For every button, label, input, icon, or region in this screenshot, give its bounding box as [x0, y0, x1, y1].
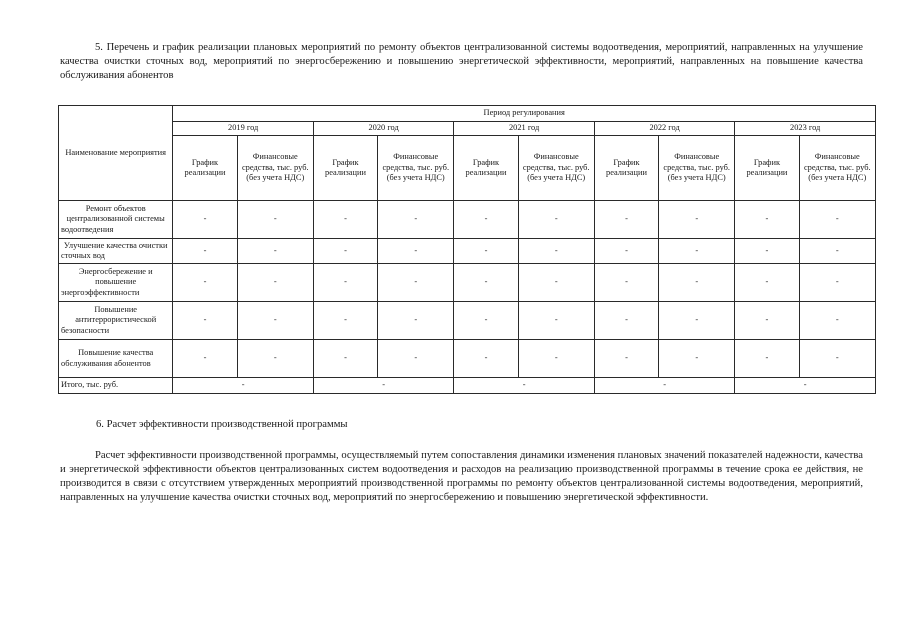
year-header: 2019 год [173, 122, 313, 136]
finance-header: Финансовые средства, тыс. руб. (без учета НДС) [237, 136, 313, 201]
activities-table [58, 105, 876, 394]
table-cell: - [594, 264, 658, 302]
total-row [59, 378, 876, 394]
table-cell: - [237, 302, 313, 340]
table-row [59, 201, 876, 239]
schedule-header: График реализации [735, 136, 799, 201]
table-cell: - [313, 340, 377, 378]
section-6-heading: 6. Расчет эффективности производственной программы [96, 419, 348, 430]
table-cell: - [454, 201, 518, 239]
year-header: 2020 год [313, 122, 453, 136]
table-cell: - [735, 302, 799, 340]
table-cell: - [173, 264, 237, 302]
table-cell: - [378, 302, 454, 340]
table-cell: - [799, 340, 875, 378]
table-cell: - [313, 239, 377, 264]
table-cell: - [173, 201, 237, 239]
table-row [59, 340, 876, 378]
table-cell: - [735, 239, 799, 264]
schedule-header: График реализации [594, 136, 658, 201]
table-row [59, 239, 876, 264]
table-cell: - [313, 201, 377, 239]
table-cell: - [659, 264, 735, 302]
table-cell: - [173, 340, 237, 378]
table-cell: - [799, 302, 875, 340]
table-header-row [59, 106, 876, 122]
table-cell: - [594, 239, 658, 264]
year-header: 2023 год [735, 122, 876, 136]
table-cell: - [454, 302, 518, 340]
table-cell: - [594, 340, 658, 378]
table-cell: - [454, 340, 518, 378]
activity-name: Повышение качества обслуживания абонентов [59, 340, 173, 378]
table-cell: - [378, 340, 454, 378]
total-cell: - [313, 378, 453, 394]
table-cell: - [518, 340, 594, 378]
column-header-activity-name: Наименование мероприятия [59, 106, 173, 201]
year-header: 2022 год [594, 122, 734, 136]
total-cell: - [173, 378, 313, 394]
table-cell: - [518, 264, 594, 302]
finance-header: Финансовые средства, тыс. руб. (без учета НДС) [799, 136, 875, 201]
table-cell: - [313, 302, 377, 340]
table-cell: - [594, 302, 658, 340]
section-5-text: 5. Перечень и график реализации плановых мероприятий по ремонту объектов централизованной системы водоотведения, мероприятий, направленных на улучшение качества очистки сточных вод, мероприятий по энергосбережению и повышению энергетической эффективности, мероприятий, направленных на повышение качества обслуживания абонентов [60, 42, 863, 81]
total-cell: - [735, 378, 876, 394]
schedule-header: График реализации [173, 136, 237, 201]
table-cell: - [518, 239, 594, 264]
table-cell: - [237, 340, 313, 378]
table-cell: - [799, 264, 875, 302]
year-header: 2021 год [454, 122, 594, 136]
schedule-header: График реализации [454, 136, 518, 201]
activity-name: Энергосбережение и повышение энергоэффективности [59, 264, 173, 302]
table-cell: - [735, 264, 799, 302]
table-cell: - [518, 201, 594, 239]
activity-name: Повышение антитеррористической безопасности [59, 302, 173, 340]
table-cell: - [735, 340, 799, 378]
table-cell: - [173, 302, 237, 340]
finance-header: Финансовые средства, тыс. руб. (без учета НДС) [378, 136, 454, 201]
table-cell: - [378, 264, 454, 302]
table-cell: - [173, 239, 237, 264]
total-cell: - [454, 378, 594, 394]
table-cell: - [799, 201, 875, 239]
table-cell: - [454, 239, 518, 264]
table-cell: - [313, 264, 377, 302]
finance-header: Финансовые средства, тыс. руб. (без учета НДС) [518, 136, 594, 201]
table-cell: - [799, 239, 875, 264]
table-cell: - [237, 264, 313, 302]
table-cell: - [454, 264, 518, 302]
table-cell: - [378, 201, 454, 239]
table-cell: - [378, 239, 454, 264]
table-cell: - [237, 239, 313, 264]
table-row [59, 302, 876, 340]
table-cell: - [659, 239, 735, 264]
total-cell: - [594, 378, 734, 394]
period-header: Период регулирования [173, 106, 876, 122]
table-cell: - [659, 340, 735, 378]
subheader-row [59, 136, 876, 201]
table-cell: - [659, 302, 735, 340]
table-cell: - [735, 201, 799, 239]
section-6-text: Расчет эффективности производственной программы, осуществляемый путем сопоставления динамики изменения плановых значений показателей надежности, качества и энергетической эффективности объектов централизованных систем водоотведения и расходов на реализацию производственной программы в течение срока ее действия, не производится в связи с отсутствием утвержденных мероприятий производственной программы по ремонту объектов централизованной системы водоотведения, мероприятий, направленных на улучшение качества очистки сточных вод, мероприятий по энергосбережению и повышению энергетической эффективности. [60, 450, 863, 503]
year-header-row [59, 122, 876, 136]
table-cell: - [237, 201, 313, 239]
table-cell: - [659, 201, 735, 239]
table-cell: - [594, 201, 658, 239]
table-cell: - [518, 302, 594, 340]
activity-name: Улучшение качества очистки сточных вод [59, 239, 173, 264]
finance-header: Финансовые средства, тыс. руб. (без учета НДС) [659, 136, 735, 201]
schedule-header: График реализации [313, 136, 377, 201]
total-label: Итого, тыс. руб. [59, 378, 173, 394]
table-row [59, 264, 876, 302]
activity-name: Ремонт объектов централизованной системы водоотведения [59, 201, 173, 239]
